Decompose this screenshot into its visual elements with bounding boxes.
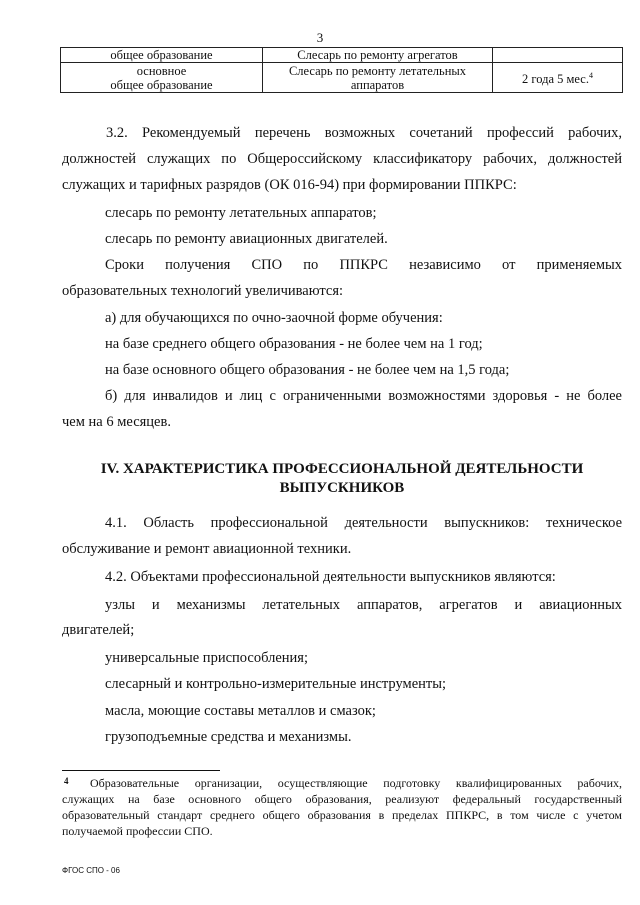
footnote-divider (62, 770, 220, 771)
table-cell: Слесарь по ремонту агрегатов (263, 48, 493, 63)
paragraph-4-1-line: обслуживание и ремонт авиационной техники. (62, 541, 352, 557)
footnote-line: получаемой профессии СПО. (62, 824, 213, 838)
duration-table (60, 47, 623, 93)
footnote-line: образовательный стандарт среднего общего образования в пределах ППКРС, в том числе с учетом (62, 808, 622, 822)
section-heading: ВЫПУСКНИКОВ (279, 480, 405, 496)
paragraph-3-2-line: служащих и тарифных разрядов (ОК 016-94) при формировании ППКРС: (62, 177, 517, 193)
cell-line: аппаратов (350, 77, 405, 92)
duration-value: 2 года 5 мес. (522, 72, 589, 87)
list-item: масла, моющие составы металлов и смазок; (105, 703, 376, 719)
list-item: универсальные приспособления; (105, 650, 308, 666)
table-cell (61, 63, 263, 93)
table-cell (493, 48, 623, 63)
table-row (61, 63, 623, 93)
list-item: слесарь по ремонту авиационных двигателей. (105, 231, 388, 247)
cell-line: основное (136, 63, 187, 78)
list-item: на базе среднего общего образования - не более чем на 1 год; (105, 336, 483, 352)
list-item: слесарный и контрольно-измерительные инструменты; (105, 676, 447, 692)
list-item: б) для инвалидов и лиц с ограниченными возможностями здоровья - не более (105, 388, 622, 404)
section-heading: IV. ХАРАКТЕРИСТИКА ПРОФЕССИОНАЛЬНОЙ ДЕЯТЕЛЬНОСТИ (100, 461, 584, 477)
paragraph-4-1-line: 4.1. Область профессиональной деятельности выпускников: техническое (105, 515, 622, 531)
page-number: 3 (316, 30, 324, 45)
footnote-mark: 4 (64, 776, 69, 786)
list-item: двигателей; (62, 622, 135, 638)
list-item: а) для обучающихся по очно-заочной форме обучения: (105, 310, 443, 326)
list-item: слесарь по ремонту летательных аппаратов; (105, 205, 377, 221)
list-item: грузоподъемные средства и механизмы. (105, 729, 352, 745)
paragraph-3-2-line: 3.2. Рекомендуемый перечень возможных сочетаний профессий рабочих, (106, 125, 622, 141)
paragraph-3-2-line: должностей служащих по Общероссийскому классификатору рабочих, должностей (62, 151, 622, 167)
list-item: чем на 6 месяцев. (62, 414, 171, 430)
cell-line: Слесарь по ремонту летательных (288, 63, 467, 78)
list-item: узлы и механизмы летательных аппаратов, агрегатов и авиационных (105, 597, 622, 613)
table-row (61, 48, 623, 63)
table-cell (263, 63, 493, 93)
footnote-line: Образовательные организации, осуществляющие подготовку квалифицированных рабочих, (90, 776, 622, 790)
footnote-line: служащих на базе основного общего образования, реализуют федеральный государственный (62, 792, 622, 806)
list-item: на базе основного общего образования - не более чем на 1,5 года; (105, 362, 510, 378)
terms-line: Сроки получения СПО по ППКРС независимо от применяемых (105, 257, 622, 273)
terms-line: образовательных технологий увеличиваются: (62, 283, 344, 299)
footnote-ref: 4 (588, 70, 593, 80)
table-cell (493, 63, 623, 93)
document-footer: ФГОС СПО - 06 (62, 866, 120, 875)
table-cell: общее образование (61, 48, 263, 63)
paragraph-4-2: 4.2. Объектами профессиональной деятельности выпускников являются: (105, 569, 556, 585)
cell-line: общее образование (110, 77, 213, 92)
